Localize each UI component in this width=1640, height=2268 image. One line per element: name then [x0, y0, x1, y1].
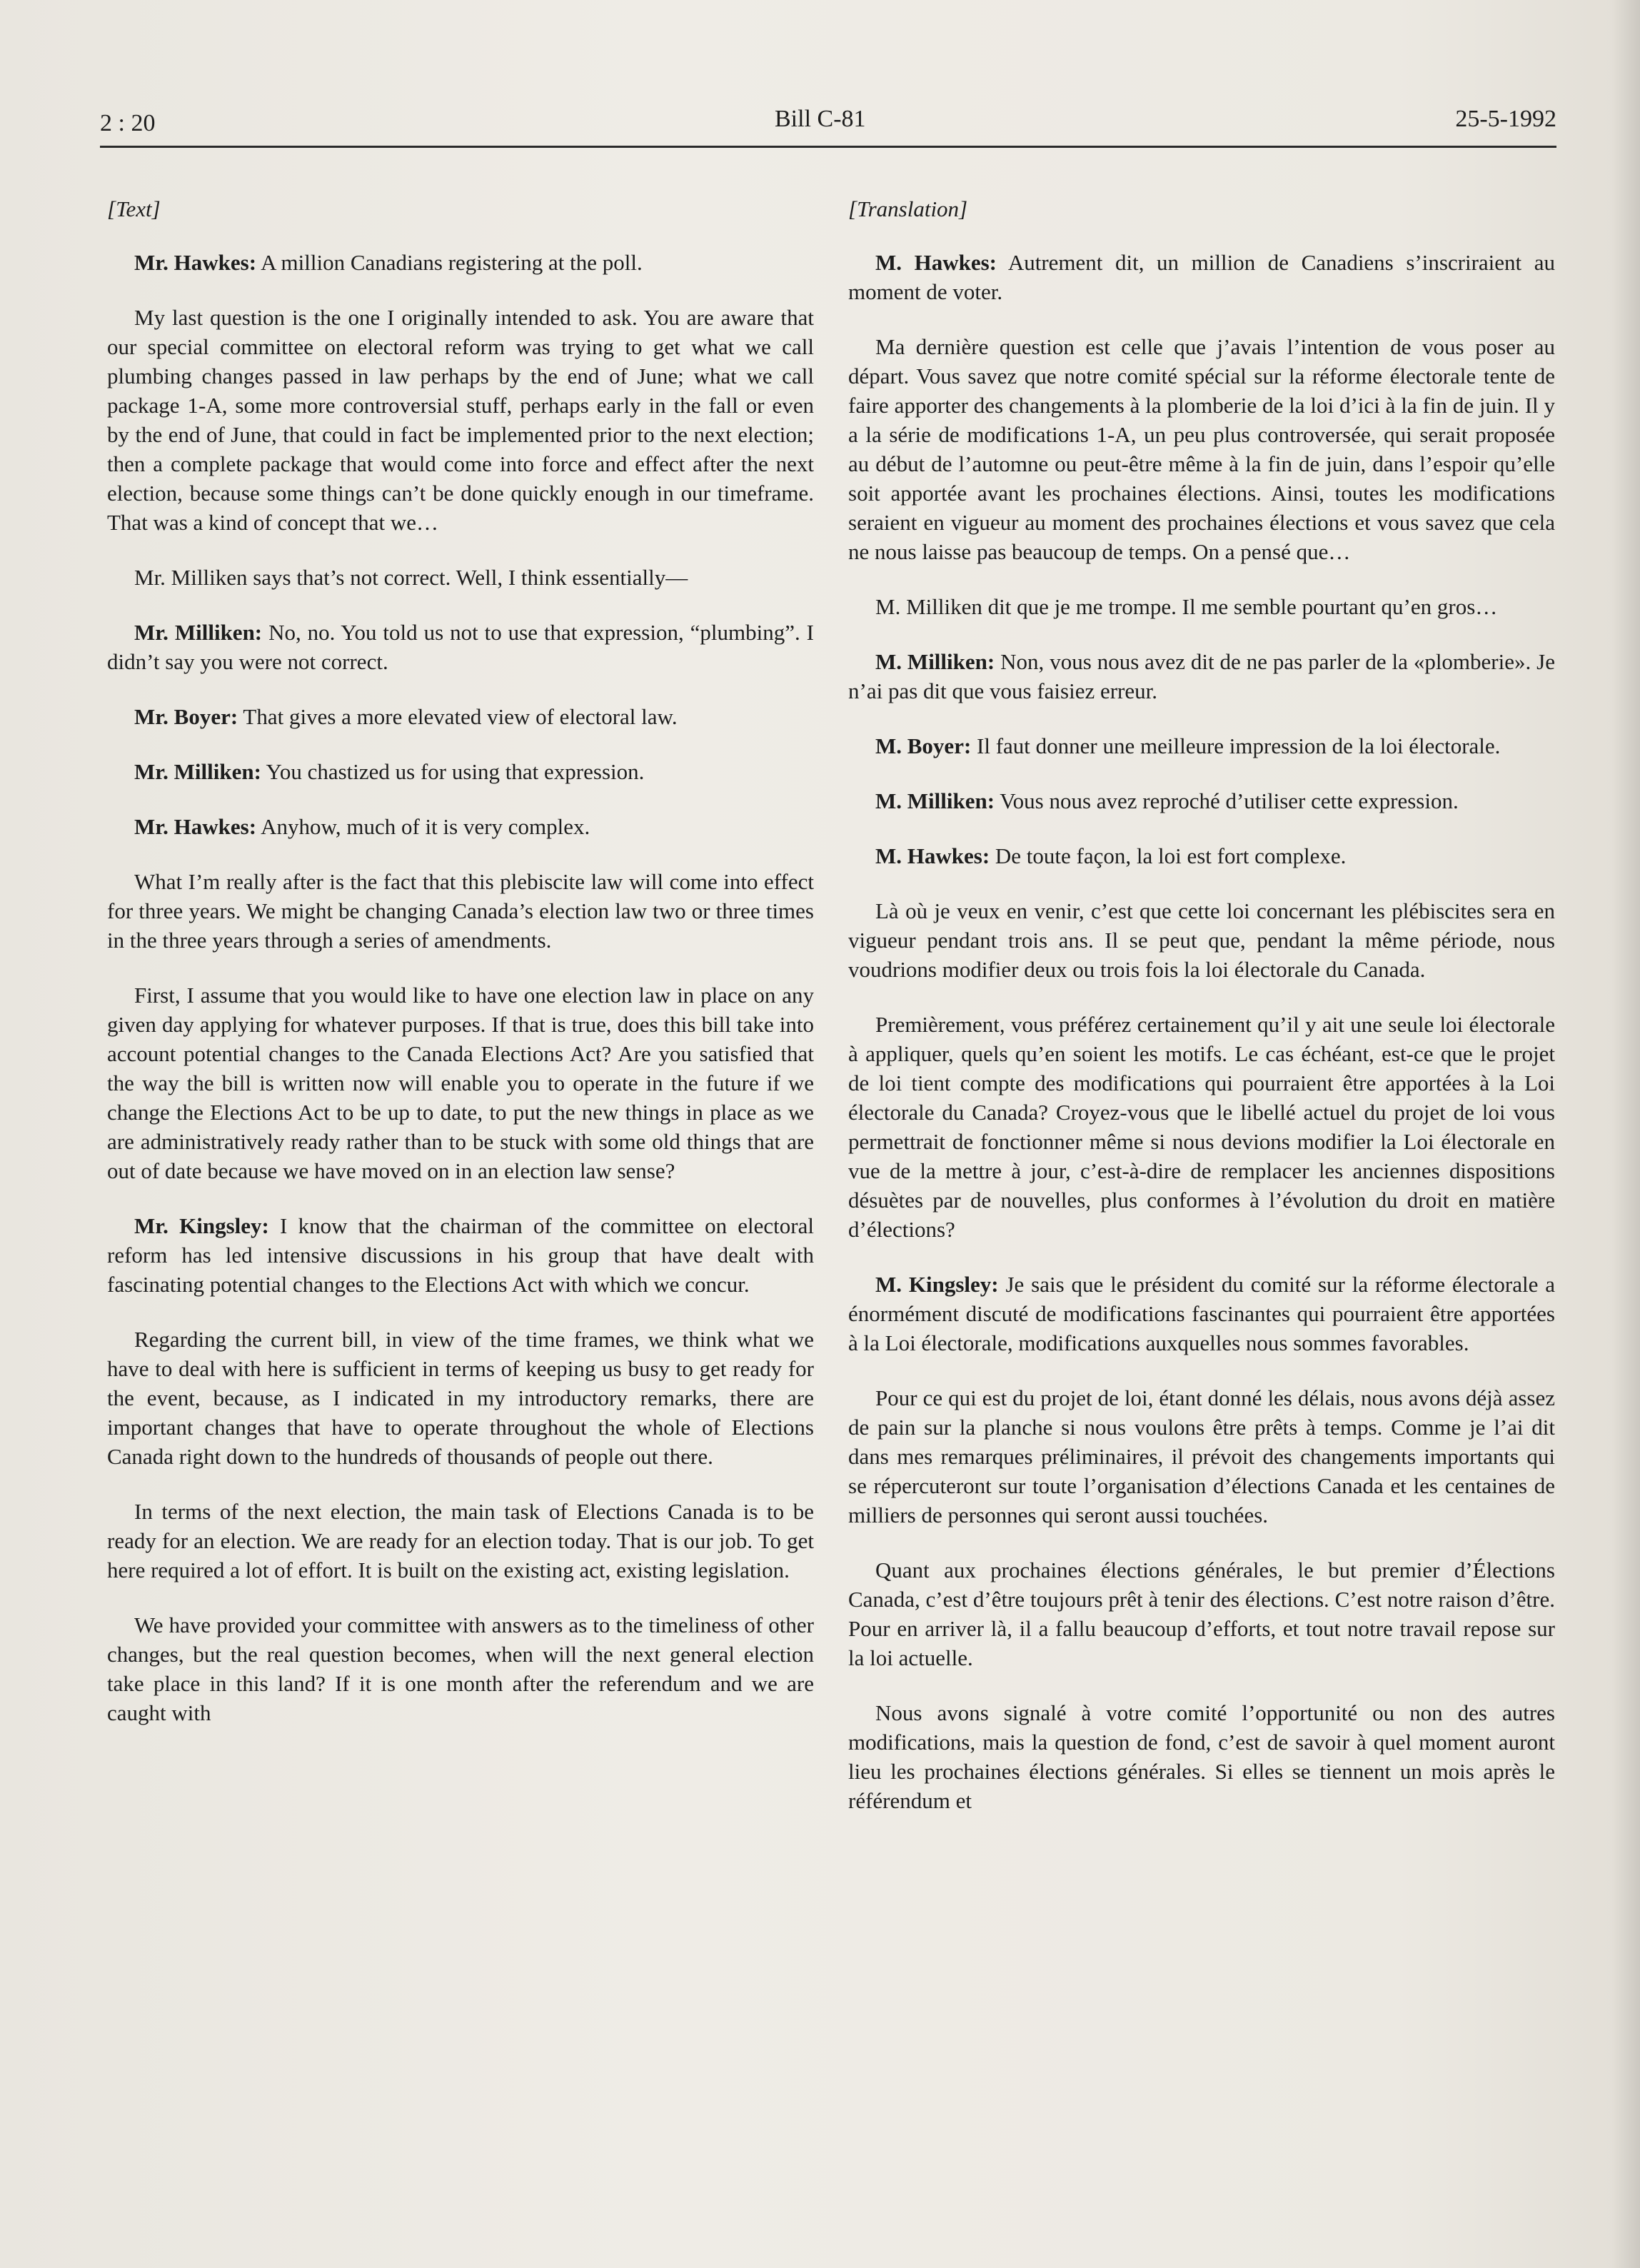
paragraph-text: What I’m really after is the fact that this plebiscite law will come into effect for three years. We might be changing Canada’s election law two or three times in the three years through a series of amendments. — [107, 869, 814, 953]
paragraph — [107, 618, 814, 676]
paragraph-text: Premièrement, vous préférez certainement qu’il y ait une seule loi électorale à appliquer, quels qu’en soient les motifs. Le cas échéant, est-ce que le projet de loi tient compte des modifications qui pourraient être apportées à la Loi électorale du Canada? Croyez-vous que le libellé actuel du projet de loi vous permettrait de fonctionner même si nous devions modifier la Loi électorale en vue de la mettre à jour, c’est-à-dire de remplacer les anciennes dispositions désuètes par de nouvelles, plus conformes à l’évolution du droit en matière d’élections? — [848, 1012, 1555, 1242]
paragraph-text: That gives a more elevated view of electoral law. — [238, 704, 678, 729]
paragraph — [107, 303, 814, 537]
paragraph — [848, 731, 1555, 761]
paragraph-text: M. Milliken dit que je me trompe. Il me semble pourtant qu’en gros… — [875, 594, 1498, 619]
paragraph-text: No, no. You told us not to use that expression, “plumbing”. I didn’t say you were not correct. — [107, 620, 814, 674]
speaker-name: M. Milliken: — [875, 649, 995, 674]
paragraph-text: Je sais que le président du comité sur la réforme électorale a énormément discuté de modifications fascinantes qui pourraient être apportées à la Loi électorale, modifications auxquelles nous sommes favorables. — [848, 1272, 1555, 1355]
paragraph-text: De toute façon, la loi est fort complexe. — [990, 843, 1347, 868]
paragraph-text: We have provided your committee with answers as to the timeliness of other changes, but the real question becomes, when will the next general election take place in this land? If it is one month after the referendum and we are caught with — [107, 1612, 814, 1725]
paragraph — [848, 1698, 1555, 1815]
paragraph-text: In terms of the next election, the main task of Elections Canada is to be ready for an election. We are ready for an election today. That is our job. To get here required a lot of effort. It is built on the existing act, existing legislation. — [107, 1499, 814, 1582]
header-date: 25-5-1992 — [1455, 106, 1556, 132]
paragraph — [107, 757, 814, 786]
speaker-name: Mr. Milliken: — [134, 759, 261, 784]
paragraph-text: Mr. Milliken says that’s not correct. Well, I think essentially— — [134, 565, 688, 590]
paragraph — [107, 1497, 814, 1585]
french-column — [848, 194, 1555, 1841]
paragraph — [107, 563, 814, 592]
speaker-name: M. Hawkes: — [875, 250, 997, 275]
paragraph — [107, 867, 814, 955]
bill-title: Bill C-81 — [775, 106, 866, 132]
column-tag: [Text] — [107, 196, 161, 221]
paragraph-text: Regarding the current bill, in view of the time frames, we think what we have to deal with here is sufficient in terms of keeping us busy to get ready for the event, because, as I indicated in my introductory remarks, there are important changes that have to operate throughout the whole of Elections Canada right down to the hundreds of thousands of people out there. — [107, 1327, 814, 1469]
paragraph — [848, 592, 1555, 621]
paragraph — [848, 1555, 1555, 1672]
speaker-name: Mr. Milliken: — [134, 620, 263, 645]
speaker-name: M. Kingsley: — [875, 1272, 999, 1297]
paragraph — [848, 332, 1555, 566]
paragraph — [107, 702, 814, 731]
paragraph-text: First, I assume that you would like to have one election law in place on any given day applying for whatever purposes. If that is true, does this bill take into account potential changes to the Canada Elections Act? Are you satisfied that the way the bill is written now will enable you to operate in the future if we change the Elections Act to be up to date, to put the new things in place as we are administratively ready rather than to be stuck with some old things that are out of date because we have moved on in an election law sense? — [107, 983, 814, 1183]
paragraph — [107, 980, 814, 1185]
paragraph-text: Anyhow, much of it is very complex. — [256, 814, 590, 839]
paragraph-text: Autrement dit, un million de Canadiens s’inscriraient au moment de voter. — [848, 250, 1555, 304]
paragraph-text: Nous avons signalé à votre comité l’opportunité ou non des autres modifications, mais la question de fond, c’est de savoir à quel moment auront lieu les prochaines élections générales. Si elles se tiennent un mois après le référendum et — [848, 1700, 1555, 1813]
column-tag: [Translation] — [848, 196, 968, 221]
speaker-name: Mr. Hawkes: — [134, 814, 257, 839]
paragraph — [848, 841, 1555, 870]
paragraph — [107, 1610, 814, 1727]
page-header — [100, 101, 1556, 149]
paragraph-text: Pour ce qui est du projet de loi, étant donné les délais, nous avons déjà assez de pain sur la planche si nous voulons être prêts à temps. Comme je l’ai dit dans mes remarques préliminaires, il prévoit des changements importants qui se répercuteront sur toute l’organisation d’élections Canada et les centaines de milliers de personnes qui seront aussi touchées. — [848, 1385, 1555, 1527]
paragraph-text: A million Canadians registering at the poll. — [256, 250, 643, 275]
speaker-name: Mr. Kingsley: — [134, 1213, 269, 1238]
paragraph-text: Ma dernière question est celle que j’avais l’intention de vous poser au départ. Vous savez que notre comité spécial sur la réforme électorale tente de faire apporter des changements à la plomberie de la loi d’ici à la fin de juin. Il y a la série de modifications 1-A, un peu plus controversée, qui serait proposée au début de l’automne ou peut-être même à la fin de juin, dans l’espoir qu’elle soit apportée avant les prochaines élections. Ainsi, toutes les modifications seraient en vigueur au moment des prochaines élections et vous savez que cela ne nous laisse pas beaucoup de temps. On a pensé que… — [848, 334, 1555, 564]
paragraph — [848, 248, 1555, 306]
speaker-name: M. Boyer: — [875, 733, 972, 758]
paragraph — [848, 896, 1555, 984]
page-edge-shadow — [1611, 0, 1640, 2268]
paragraph-text: Quant aux prochaines élections générales, le but premier d’Élections Canada, c’est d’être toujours prêt à tenir des élections. C’est notre raison d’être. Pour en arriver là, il a fallu beaucoup d’efforts, et tout notre travail repose sur la loi actuelle. — [848, 1557, 1555, 1670]
paragraph — [107, 248, 814, 277]
paragraph — [107, 1325, 814, 1471]
paragraph — [848, 786, 1555, 816]
paragraph — [848, 1010, 1555, 1244]
paragraph — [107, 812, 814, 841]
page-number: 2 : 20 — [100, 110, 156, 136]
paragraph-text: My last question is the one I originally intended to ask. You are aware that our special committee on electoral reform was trying to get what we call plumbing changes passed in law perhaps by the end of June; what we call package 1-A, some more controversial stuff, perhaps early in the fall or even by the end of June, that could in fact be implemented prior to the next election; then a complete package that would come into force and effect after the next election, because some things can’t be done quickly enough in our timeframe. That was a kind of concept that we… — [107, 305, 814, 535]
paragraph — [848, 1383, 1555, 1530]
speaker-name: M. Milliken: — [875, 788, 995, 813]
paragraph — [848, 647, 1555, 706]
paragraph-text: I know that the chairman of the committee on electoral reform has led intensive discussions in his group that have dealt with fascinating potential changes to the Elections Act with which we concur. — [107, 1213, 814, 1297]
speaker-name: M. Hawkes: — [875, 843, 990, 868]
paragraph — [848, 1270, 1555, 1358]
paragraph-text: You chastized us for using that expression. — [261, 759, 645, 784]
paragraph-text: Il faut donner une meilleure impression de la loi électorale. — [971, 733, 1501, 758]
speaker-name: Mr. Boyer: — [134, 704, 238, 729]
paragraph-text: Là où je veux en venir, c’est que cette loi concernant les plébiscites sera en vigueur pendant trois ans. Il se peut que, pendant la même période, nous voudrions modifier deux ou trois fois la loi électorale du Canada. — [848, 898, 1555, 982]
paragraph — [107, 1211, 814, 1299]
paragraph-text: Vous nous avez reproché d’utiliser cette expression. — [995, 788, 1459, 813]
speaker-name: Mr. Hawkes: — [134, 250, 257, 275]
english-column — [107, 194, 814, 1753]
paragraph-text: Non, vous nous avez dit de ne pas parler de la «plomberie». Je n’ai pas dit que vous faisiez erreur. — [848, 649, 1555, 703]
header-rule — [100, 146, 1556, 148]
